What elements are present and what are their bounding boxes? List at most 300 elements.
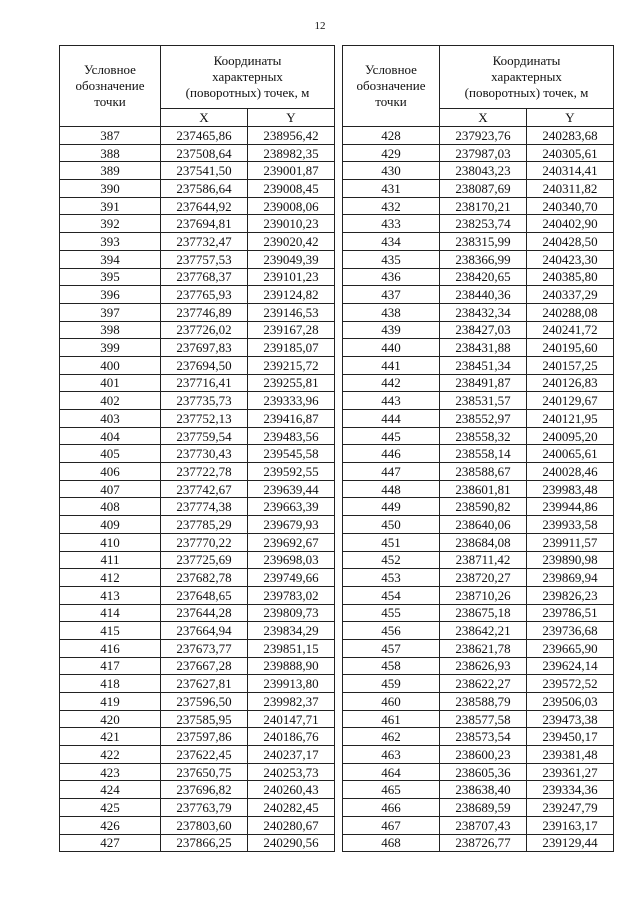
y-coordinate-cell: 239572,52 [527, 675, 614, 693]
y-coordinate-cell: 240385,80 [527, 268, 614, 286]
y-coordinate-cell: 240095,20 [527, 427, 614, 445]
y-coordinate-cell: 240305,61 [527, 144, 614, 162]
coordinates-table-left [59, 45, 335, 852]
table-row [60, 551, 335, 569]
y-coordinate-cell: 240282,45 [248, 799, 335, 817]
point-number-cell: 463 [343, 746, 440, 764]
y-coordinate-cell: 240337,29 [527, 286, 614, 304]
table-row [60, 480, 335, 498]
table-row [343, 693, 614, 711]
y-coordinate-cell: 239545,58 [248, 445, 335, 463]
header-point-designation: Условное обозначение точки [60, 46, 161, 127]
y-coordinate-cell: 239163,17 [527, 816, 614, 834]
point-number-cell: 415 [60, 622, 161, 640]
point-number-cell: 462 [343, 728, 440, 746]
table-row [60, 463, 335, 481]
y-coordinate-cell: 239416,87 [248, 410, 335, 428]
x-coordinate-cell: 238684,08 [440, 533, 527, 551]
point-number-cell: 394 [60, 250, 161, 268]
point-number-cell: 417 [60, 657, 161, 675]
y-coordinate-cell: 240423,30 [527, 250, 614, 268]
x-coordinate-cell: 238726,77 [440, 834, 527, 852]
y-coordinate-cell: 239982,37 [248, 693, 335, 711]
y-coordinate-cell: 239333,96 [248, 392, 335, 410]
y-coordinate-cell: 240402,90 [527, 215, 614, 233]
table-row [343, 498, 614, 516]
x-coordinate-cell: 238675,18 [440, 604, 527, 622]
table-row [343, 215, 614, 233]
x-coordinate-cell: 237923,76 [440, 127, 527, 145]
y-coordinate-cell: 240126,83 [527, 374, 614, 392]
x-coordinate-cell: 237757,53 [161, 250, 248, 268]
point-number-cell: 404 [60, 427, 161, 445]
table-row [343, 392, 614, 410]
y-coordinate-cell: 239483,56 [248, 427, 335, 445]
table-row [60, 427, 335, 445]
x-coordinate-cell: 238622,27 [440, 675, 527, 693]
coordinates-table-right [342, 45, 614, 852]
table-row [343, 551, 614, 569]
point-number-cell: 438 [343, 303, 440, 321]
point-number-cell: 400 [60, 356, 161, 374]
x-coordinate-cell: 237596,50 [161, 693, 248, 711]
table-row [60, 710, 335, 728]
x-coordinate-cell: 237987,03 [440, 144, 527, 162]
x-coordinate-cell: 237770,22 [161, 533, 248, 551]
point-number-cell: 457 [343, 639, 440, 657]
point-number-cell: 412 [60, 569, 161, 587]
point-number-cell: 427 [60, 834, 161, 852]
x-coordinate-cell: 237673,77 [161, 639, 248, 657]
x-coordinate-cell: 237585,95 [161, 710, 248, 728]
x-coordinate-cell: 238491,87 [440, 374, 527, 392]
table-row [343, 604, 614, 622]
y-coordinate-cell: 239001,87 [248, 162, 335, 180]
x-coordinate-cell: 237694,81 [161, 215, 248, 233]
x-coordinate-cell: 237752,13 [161, 410, 248, 428]
x-coordinate-cell: 238440,36 [440, 286, 527, 304]
y-coordinate-cell: 239334,36 [527, 781, 614, 799]
point-number-cell: 421 [60, 728, 161, 746]
x-coordinate-cell: 237644,92 [161, 197, 248, 215]
point-number-cell: 433 [343, 215, 440, 233]
x-coordinate-cell: 237622,45 [161, 746, 248, 764]
y-coordinate-cell: 239592,55 [248, 463, 335, 481]
table-row [343, 286, 614, 304]
table-row [343, 675, 614, 693]
table-row [60, 250, 335, 268]
x-coordinate-cell: 238577,58 [440, 710, 527, 728]
y-coordinate-cell: 239679,93 [248, 516, 335, 534]
y-coordinate-cell: 239020,42 [248, 233, 335, 251]
point-number-cell: 390 [60, 180, 161, 198]
point-number-cell: 430 [343, 162, 440, 180]
point-number-cell: 449 [343, 498, 440, 516]
x-coordinate-cell: 238605,36 [440, 763, 527, 781]
x-coordinate-cell: 238600,23 [440, 746, 527, 764]
point-number-cell: 454 [343, 586, 440, 604]
y-coordinate-cell: 240260,43 [248, 781, 335, 799]
y-coordinate-cell: 239826,23 [527, 586, 614, 604]
table-row [60, 268, 335, 286]
table-row [60, 498, 335, 516]
y-coordinate-cell: 239049,39 [248, 250, 335, 268]
y-coordinate-cell: 240241,72 [527, 321, 614, 339]
point-number-cell: 458 [343, 657, 440, 675]
point-number-cell: 423 [60, 763, 161, 781]
table-row [343, 816, 614, 834]
x-coordinate-cell: 237697,83 [161, 339, 248, 357]
point-number-cell: 455 [343, 604, 440, 622]
y-coordinate-cell: 239639,44 [248, 480, 335, 498]
point-number-cell: 396 [60, 286, 161, 304]
y-coordinate-cell: 239185,07 [248, 339, 335, 357]
x-coordinate-cell: 237746,89 [161, 303, 248, 321]
table-row [60, 533, 335, 551]
point-number-cell: 442 [343, 374, 440, 392]
point-number-cell: 406 [60, 463, 161, 481]
table-row [343, 834, 614, 852]
point-number-cell: 443 [343, 392, 440, 410]
table-row [343, 427, 614, 445]
x-coordinate-cell: 238431,88 [440, 339, 527, 357]
table-row [60, 586, 335, 604]
table-row [60, 781, 335, 799]
point-number-cell: 466 [343, 799, 440, 817]
x-coordinate-cell: 237648,65 [161, 586, 248, 604]
x-coordinate-cell: 238427,03 [440, 321, 527, 339]
table-row [60, 374, 335, 392]
y-coordinate-cell: 239167,28 [248, 321, 335, 339]
y-coordinate-cell: 239749,66 [248, 569, 335, 587]
point-number-cell: 447 [343, 463, 440, 481]
table-row [60, 303, 335, 321]
y-coordinate-cell: 239124,82 [248, 286, 335, 304]
point-number-cell: 434 [343, 233, 440, 251]
point-number-cell: 446 [343, 445, 440, 463]
y-coordinate-cell: 239888,90 [248, 657, 335, 675]
y-coordinate-cell: 239911,57 [527, 533, 614, 551]
table-row [60, 639, 335, 657]
table-row [343, 127, 614, 145]
x-coordinate-cell: 237716,41 [161, 374, 248, 392]
table-row [60, 392, 335, 410]
point-number-cell: 429 [343, 144, 440, 162]
point-number-cell: 410 [60, 533, 161, 551]
table-row [343, 622, 614, 640]
point-number-cell: 456 [343, 622, 440, 640]
table-body-right [343, 127, 614, 852]
x-coordinate-cell: 238451,34 [440, 356, 527, 374]
point-number-cell: 460 [343, 693, 440, 711]
table-row [60, 693, 335, 711]
table-row [343, 162, 614, 180]
header-coordinates: Координаты характерных (поворотных) точек, м [440, 46, 614, 109]
x-coordinate-cell: 237730,43 [161, 445, 248, 463]
y-coordinate-cell: 239129,44 [527, 834, 614, 852]
y-coordinate-cell: 240147,71 [248, 710, 335, 728]
y-coordinate-cell: 239473,38 [527, 710, 614, 728]
x-coordinate-cell: 238588,79 [440, 693, 527, 711]
x-coordinate-cell: 238170,21 [440, 197, 527, 215]
y-coordinate-cell: 239506,03 [527, 693, 614, 711]
table-row [60, 180, 335, 198]
x-coordinate-cell: 238253,74 [440, 215, 527, 233]
table-row [343, 374, 614, 392]
point-number-cell: 453 [343, 569, 440, 587]
table-row [60, 321, 335, 339]
header-y: Y [527, 109, 614, 127]
x-coordinate-cell: 237726,02 [161, 321, 248, 339]
y-coordinate-cell: 239933,58 [527, 516, 614, 534]
y-coordinate-cell: 240253,73 [248, 763, 335, 781]
table-row [60, 569, 335, 587]
point-number-cell: 464 [343, 763, 440, 781]
table-row [60, 445, 335, 463]
y-coordinate-cell: 240283,68 [527, 127, 614, 145]
point-number-cell: 426 [60, 816, 161, 834]
x-coordinate-cell: 237803,60 [161, 816, 248, 834]
table-row [343, 268, 614, 286]
x-coordinate-cell: 237667,28 [161, 657, 248, 675]
x-coordinate-cell: 237732,47 [161, 233, 248, 251]
table-row [343, 356, 614, 374]
table-row [60, 622, 335, 640]
point-number-cell: 419 [60, 693, 161, 711]
header-coordinates: Координаты характерных (поворотных) точек, м [161, 46, 335, 109]
x-coordinate-cell: 237725,69 [161, 551, 248, 569]
header-x: X [161, 109, 248, 127]
y-coordinate-cell: 239624,14 [527, 657, 614, 675]
table-row [343, 657, 614, 675]
y-coordinate-cell: 239783,02 [248, 586, 335, 604]
x-coordinate-cell: 238638,40 [440, 781, 527, 799]
point-number-cell: 397 [60, 303, 161, 321]
point-number-cell: 436 [343, 268, 440, 286]
y-coordinate-cell: 240237,17 [248, 746, 335, 764]
y-coordinate-cell: 239361,27 [527, 763, 614, 781]
point-number-cell: 420 [60, 710, 161, 728]
y-coordinate-cell: 239736,68 [527, 622, 614, 640]
page-number: 12 [314, 20, 326, 32]
y-coordinate-cell: 239913,80 [248, 675, 335, 693]
table-row [343, 746, 614, 764]
x-coordinate-cell: 237866,25 [161, 834, 248, 852]
table-row [343, 799, 614, 817]
point-number-cell: 389 [60, 162, 161, 180]
point-number-cell: 459 [343, 675, 440, 693]
x-coordinate-cell: 237644,28 [161, 604, 248, 622]
x-coordinate-cell: 238626,93 [440, 657, 527, 675]
y-coordinate-cell: 239008,06 [248, 197, 335, 215]
y-coordinate-cell: 240028,46 [527, 463, 614, 481]
x-coordinate-cell: 237682,78 [161, 569, 248, 587]
table-row [343, 233, 614, 251]
y-coordinate-cell: 239215,72 [248, 356, 335, 374]
x-coordinate-cell: 238420,65 [440, 268, 527, 286]
table-row [60, 746, 335, 764]
point-number-cell: 393 [60, 233, 161, 251]
table-row [343, 321, 614, 339]
y-coordinate-cell: 238956,42 [248, 127, 335, 145]
x-coordinate-cell: 237759,54 [161, 427, 248, 445]
point-number-cell: 418 [60, 675, 161, 693]
table-row [60, 816, 335, 834]
y-coordinate-cell: 239381,48 [527, 746, 614, 764]
y-coordinate-cell: 240186,76 [248, 728, 335, 746]
y-coordinate-cell: 240288,08 [527, 303, 614, 321]
y-coordinate-cell: 239890,98 [527, 551, 614, 569]
x-coordinate-cell: 238043,23 [440, 162, 527, 180]
y-coordinate-cell: 239101,23 [248, 268, 335, 286]
x-coordinate-cell: 237768,37 [161, 268, 248, 286]
point-number-cell: 428 [343, 127, 440, 145]
point-number-cell: 395 [60, 268, 161, 286]
table-row [343, 763, 614, 781]
point-number-cell: 445 [343, 427, 440, 445]
x-coordinate-cell: 238588,67 [440, 463, 527, 481]
point-number-cell: 432 [343, 197, 440, 215]
table-row [60, 356, 335, 374]
y-coordinate-cell: 239944,86 [527, 498, 614, 516]
point-number-cell: 391 [60, 197, 161, 215]
point-number-cell: 405 [60, 445, 161, 463]
point-number-cell: 387 [60, 127, 161, 145]
x-coordinate-cell: 237696,82 [161, 781, 248, 799]
table-row [60, 127, 335, 145]
y-coordinate-cell: 239834,29 [248, 622, 335, 640]
point-number-cell: 461 [343, 710, 440, 728]
table-row [60, 339, 335, 357]
x-coordinate-cell: 238366,99 [440, 250, 527, 268]
x-coordinate-cell: 237763,79 [161, 799, 248, 817]
x-coordinate-cell: 237465,86 [161, 127, 248, 145]
table-row [343, 516, 614, 534]
table-row [60, 516, 335, 534]
y-coordinate-cell: 240280,67 [248, 816, 335, 834]
table-row [343, 180, 614, 198]
point-number-cell: 398 [60, 321, 161, 339]
point-number-cell: 416 [60, 639, 161, 657]
point-number-cell: 435 [343, 250, 440, 268]
x-coordinate-cell: 238531,57 [440, 392, 527, 410]
y-coordinate-cell: 239663,39 [248, 498, 335, 516]
x-coordinate-cell: 238720,27 [440, 569, 527, 587]
x-coordinate-cell: 238711,42 [440, 551, 527, 569]
table-row [343, 533, 614, 551]
header-x: X [440, 109, 527, 127]
x-coordinate-cell: 238558,14 [440, 445, 527, 463]
point-number-cell: 401 [60, 374, 161, 392]
point-number-cell: 399 [60, 339, 161, 357]
table-row [60, 657, 335, 675]
y-coordinate-cell: 240428,50 [527, 233, 614, 251]
y-coordinate-cell: 240121,95 [527, 410, 614, 428]
y-coordinate-cell: 239008,45 [248, 180, 335, 198]
point-number-cell: 444 [343, 410, 440, 428]
y-coordinate-cell: 239692,67 [248, 533, 335, 551]
table-row [343, 410, 614, 428]
point-number-cell: 388 [60, 144, 161, 162]
x-coordinate-cell: 237735,73 [161, 392, 248, 410]
x-coordinate-cell: 238621,78 [440, 639, 527, 657]
x-coordinate-cell: 238315,99 [440, 233, 527, 251]
y-coordinate-cell: 240065,61 [527, 445, 614, 463]
point-number-cell: 439 [343, 321, 440, 339]
point-number-cell: 437 [343, 286, 440, 304]
y-coordinate-cell: 240129,67 [527, 392, 614, 410]
table-row [60, 763, 335, 781]
header-y: Y [248, 109, 335, 127]
table-row [60, 144, 335, 162]
table-row [60, 197, 335, 215]
table-body-left [60, 127, 335, 852]
x-coordinate-cell: 237664,94 [161, 622, 248, 640]
y-coordinate-cell: 239983,48 [527, 480, 614, 498]
y-coordinate-cell: 239255,81 [248, 374, 335, 392]
x-coordinate-cell: 237597,86 [161, 728, 248, 746]
point-number-cell: 450 [343, 516, 440, 534]
point-number-cell: 411 [60, 551, 161, 569]
x-coordinate-cell: 238087,69 [440, 180, 527, 198]
point-number-cell: 448 [343, 480, 440, 498]
table-row [343, 639, 614, 657]
x-coordinate-cell: 238573,54 [440, 728, 527, 746]
x-coordinate-cell: 238689,59 [440, 799, 527, 817]
point-number-cell: 431 [343, 180, 440, 198]
table-row [60, 233, 335, 251]
y-coordinate-cell: 240340,70 [527, 197, 614, 215]
table-row [343, 197, 614, 215]
header-point-designation: Условное обозначение точки [343, 46, 440, 127]
table-row [60, 728, 335, 746]
y-coordinate-cell: 240195,60 [527, 339, 614, 357]
y-coordinate-cell: 239247,79 [527, 799, 614, 817]
y-coordinate-cell: 239010,23 [248, 215, 335, 233]
table-row [343, 480, 614, 498]
x-coordinate-cell: 238707,43 [440, 816, 527, 834]
point-number-cell: 403 [60, 410, 161, 428]
y-coordinate-cell: 239809,73 [248, 604, 335, 622]
table-row [60, 286, 335, 304]
table-row [343, 710, 614, 728]
x-coordinate-cell: 237508,64 [161, 144, 248, 162]
point-number-cell: 440 [343, 339, 440, 357]
x-coordinate-cell: 237785,29 [161, 516, 248, 534]
x-coordinate-cell: 238710,26 [440, 586, 527, 604]
point-number-cell: 425 [60, 799, 161, 817]
point-number-cell: 402 [60, 392, 161, 410]
y-coordinate-cell: 239146,53 [248, 303, 335, 321]
table-row [60, 162, 335, 180]
table-row [343, 250, 614, 268]
x-coordinate-cell: 238432,34 [440, 303, 527, 321]
x-coordinate-cell: 238552,97 [440, 410, 527, 428]
point-number-cell: 422 [60, 746, 161, 764]
y-coordinate-cell: 238982,35 [248, 144, 335, 162]
table-row [343, 586, 614, 604]
table-row [343, 303, 614, 321]
x-coordinate-cell: 237541,50 [161, 162, 248, 180]
point-number-cell: 441 [343, 356, 440, 374]
table-row [60, 799, 335, 817]
x-coordinate-cell: 238590,82 [440, 498, 527, 516]
y-coordinate-cell: 239450,17 [527, 728, 614, 746]
point-number-cell: 413 [60, 586, 161, 604]
point-number-cell: 465 [343, 781, 440, 799]
point-number-cell: 409 [60, 516, 161, 534]
y-coordinate-cell: 239851,15 [248, 639, 335, 657]
